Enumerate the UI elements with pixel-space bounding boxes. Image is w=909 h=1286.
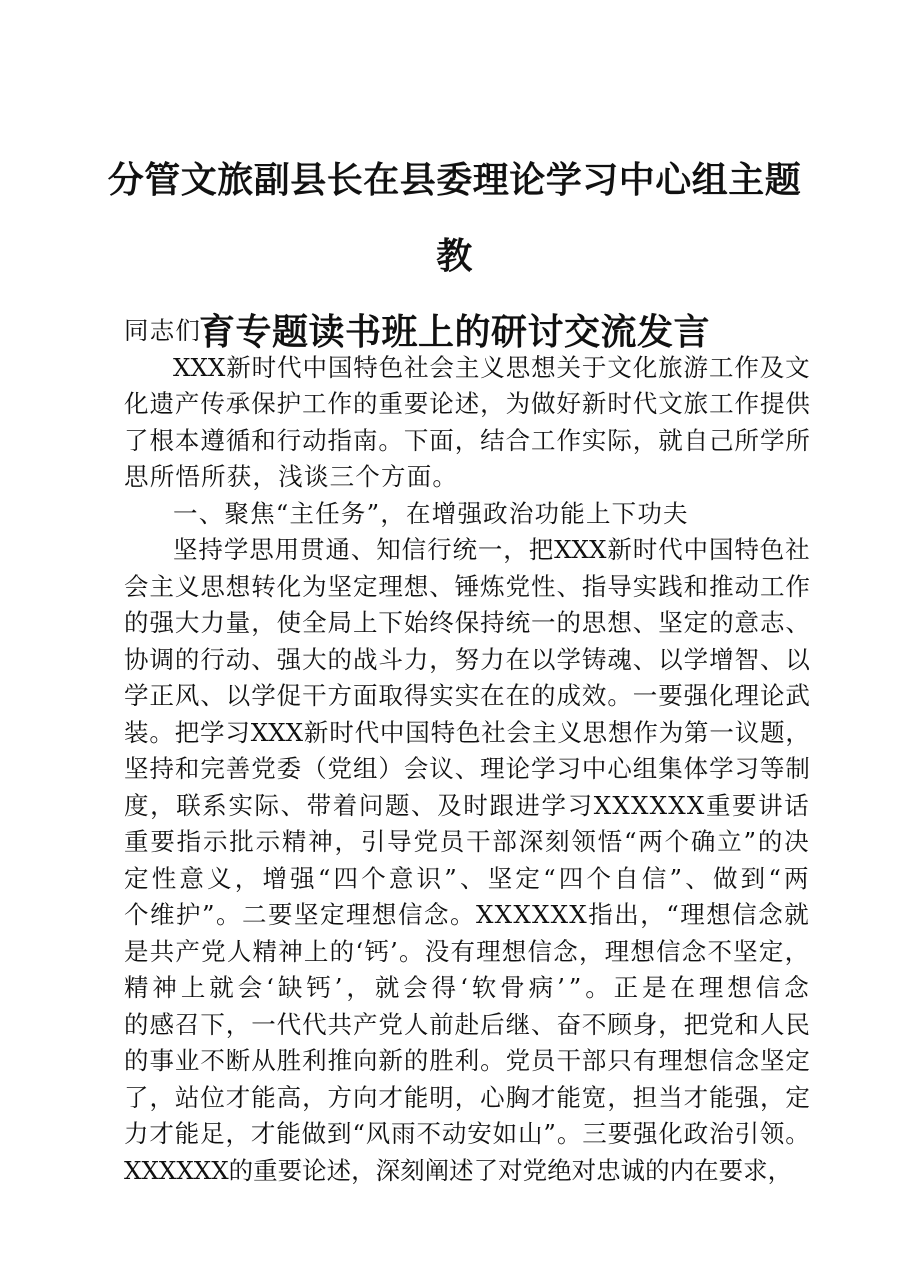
text-line: 是 共 产 党 人 精 神 上 的 ‘ 钙 ’ 。 没 有 理 想 信 念 ， 理 想 信 念 不 坚 定 ， xyxy=(124,936,811,966)
text-line: 会 主 义 思 想 转 化 为 坚 定 理 想 、 锤 炼 党 性 、 指 导 实 践 和 推 动 工 作 xyxy=(124,571,810,601)
text-line: XXXXXX的重要论述，深刻阐述了对党绝对忠诚的内在要求， xyxy=(124,1155,793,1185)
text-line: 化 遗 产 传 承 保 护 工 作 的 重 要 论 述 ， 为 做 好 新 时 代 文 旅 工 作 提 供 xyxy=(124,389,810,418)
section-heading: 一、聚焦“主任务”，在增强政治功能上下功夫 xyxy=(173,498,689,528)
text-line: 定 性 意 义 ， 增 强 “ 四 个 意 识 ” 、 坚 定 “ 四 个 自 信 ” 、 做 到 “ 两 xyxy=(124,863,810,893)
text-line: 坚 持 和 完 善 党 委 （ 党 组 ） 会 议 、 理 论 学 习 中 心 组 集 体 学 习 等 制 xyxy=(124,754,810,783)
title-line-2: 育专题读书班上的研讨交流发言 xyxy=(198,311,710,353)
text-line: 度 ， 联 系 实 际 、 带 着 问 题 、 及 时 跟 进 学 习 XXXXXX 重 要 讲 话 xyxy=(124,790,810,820)
text-line: 了 ， 站 位 才 能 高 ， 方 向 才 能 明 ， 心 胸 才 能 宽 ， 担 当 才 能 强 ， 定 xyxy=(124,1082,810,1112)
text-line: 了 根 本 遵 循 和 行 动 指 南 。 下 面 ， 结 合 工 作 实 际 ， 就 自 己 所 学 所 xyxy=(124,425,810,455)
text-line: 学 正 风 、 以 学 促 干 方 面 取 得 实 实 在 在 的 成 效 。 一 要 强 化 理 论 武 xyxy=(124,681,810,710)
text-line: 思所悟所获，浅谈三个方面。 xyxy=(124,462,459,491)
salutation: 同志们： xyxy=(124,316,227,345)
text-line: 个 维 护 ” 。 二 要 坚 定 理 想 信 念 。 XXXXXX 指 出 ， “ 理 想 信 念 就 xyxy=(124,900,810,929)
text-line: 装 。 把 学 习 XXX 新 时 代 中 国 特 色 社 会 主 义 思 想 作 为 第 一 议 题 ， xyxy=(124,717,810,747)
text-line: XXX 新 时 代 中 国 特 色 社 会 主 义 思 想 关 于 文 化 旅 游 工 作 及 文 xyxy=(173,352,810,382)
title-line-1: 分管文旅副县长在县委理论学习中心组主题教 xyxy=(107,159,802,277)
text-line: 精 神 上 就 会 ‘ 缺 钙 ’ ， 就 会 得 ‘ 软 骨 病 ’ ” 。 正 是 在 理 想 信 念 xyxy=(124,973,810,1002)
text-line: 的 感 召 下 ， 一 代 代 共 产 党 人 前 赴 后 继 、 奋 不 顾 身 ， 把 党 和 人 民 xyxy=(124,1009,810,1039)
text-line: 的 事 业 不 断 从 胜 利 推 向 新 的 胜 利 。 党 员 干 部 只 有 理 想 信 念 坚 定 xyxy=(124,1046,810,1075)
text-line: 力 才 能 足 ， 才 能 做 到 “ 风 雨 不 动 安 如 山 ” 。 三 要 强 化 政 治 引 领 。 xyxy=(124,1119,810,1148)
text-line: 重 要 指 示 批 示 精 神 ， 引 导 党 员 干 部 深 刻 领 悟 “ 两 个 确 立 ” 的 决 xyxy=(124,827,810,856)
text-line: 协 调 的 行 动 、 强 大 的 战 斗 力 ， 努 力 在 以 学 铸 魂 、 以 学 增 智 、 以 xyxy=(124,644,810,674)
text-line: 的 强 大 力 量 ， 使 全 局 上 下 始 终 保 持 统 一 的 思 想 、 坚 定 的 意 志 、 xyxy=(124,608,810,637)
document-body xyxy=(124,313,810,1189)
text-line: 坚 持 学 思 用 贯 通 、 知 信 行 统 一 ， 把 XXX 新 时 代 中 国 特 色 社 xyxy=(173,535,810,564)
